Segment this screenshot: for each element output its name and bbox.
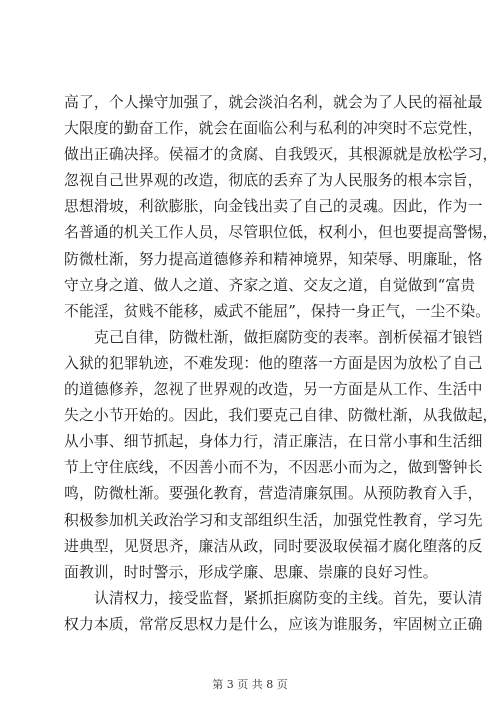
text-line: 克己自律，防微杜渐，做拒腐防变的表率。剖析侯福才锒铛	[94, 328, 483, 346]
paragraph-2	[64, 325, 498, 586]
text-line: 积极参加机关政治学习和支部组织生活，加强党性教育，学习先	[64, 511, 483, 529]
text-line: 失之小节开始的。因此，我们要克己自律、防微杜渐，从我做起，	[64, 407, 498, 425]
text-line: 守立身之道、做人之道、齐家之道、交友之道，自觉做到“富贵	[64, 276, 476, 294]
text-line: 进典型，见贤思齐，廉洁从政，同时要汲取侯福才腐化堕落的反	[64, 537, 483, 555]
text-line: 面教训，时时警示，形成学廉、思廉、崇廉的良好习性。	[64, 563, 438, 581]
text-line: 入狱的犯罪轨迹，不难发现：他的堕落一方面是因为放松了自己	[64, 354, 483, 372]
document-body	[64, 90, 498, 638]
text-line: 不能淫，贫贱不能移，威武不能屈”，保持一身正气，一尘不染。	[64, 302, 491, 320]
text-line: 从小事、细节抓起，身体力行，清正廉洁，在日常小事和生活细	[64, 433, 483, 451]
paragraph-1	[64, 90, 498, 325]
text-line: 权力本质，常常反思权力是什么，应该为谁服务，牢固树立正确	[64, 615, 483, 633]
text-line: 的道德修养，忽视了世界观的改造，另一方面是从工作、生活中	[64, 381, 483, 399]
text-line: 节上守住底线，不因善小而不为，不因恶小而为之，做到警钟长	[64, 459, 483, 477]
text-line: 鸣，防微杜渐。要强化教育，营造清廉氛围。从预防教育入手，	[64, 485, 483, 503]
text-line: 认清权力，接受监督，紧抓拒腐防变的主线。首先，要认清	[94, 589, 483, 607]
text-line: 做出正确决择。侯福才的贪腐、自我毁灭，其根源就是放松学习，	[64, 146, 498, 164]
text-line: 防微杜渐，努力提高道德修养和精神境界，知荣辱、明廉耻，恪	[64, 250, 483, 268]
text-line: 名普通的机关工作人员，尽管职位低，权利小，但也要提高警惕，	[64, 224, 498, 242]
paragraph-3	[64, 586, 483, 638]
text-line: 思想滑坡，利欲膨胀，向金钱出卖了自己的灵魂。因此，作为一	[64, 198, 483, 216]
text-line: 大限度的勤奋工作，就会在面临公利与私利的冲突时不忘党性，	[64, 120, 483, 138]
page-footer: 第 3 页 共 8 页	[212, 678, 288, 691]
text-line: 高了，个人操守加强了，就会淡泊名利，就会为了人民的福祉最	[64, 94, 483, 111]
text-line: 忽视自己世界观的改造，彻底的丢弃了为人民服务的根本宗旨，	[64, 172, 483, 190]
